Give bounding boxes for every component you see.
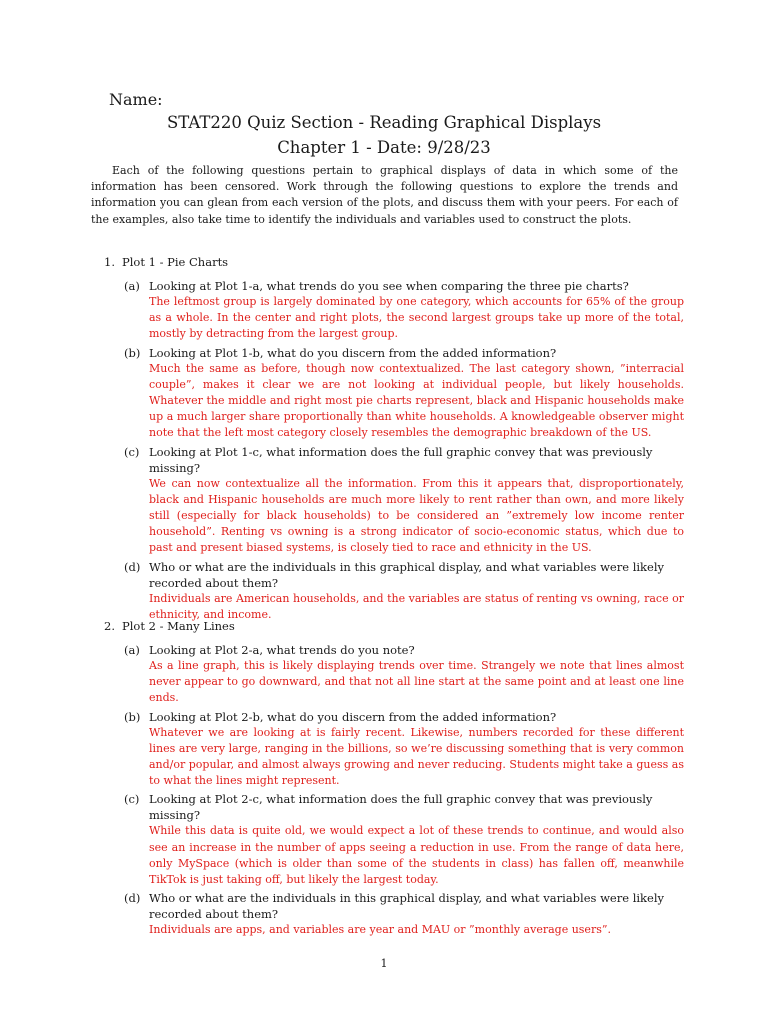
answer-text: The leftmost group is largely dominated by one category, which accounts for 65% of the group as a whole. In the center and right plots, the second largest groups take up more of the total, mostly by detracting from the largest group. [149, 295, 684, 341]
document-title: STAT220 Quiz Section - Reading Graphical Displays [166, 113, 602, 132]
section-heading [104, 254, 684, 270]
item-label: (b) [124, 345, 141, 360]
item-label: (b) [124, 709, 141, 724]
answer-text: Individuals are apps, and variables are year and MAU or ”monthly average users”. [149, 923, 611, 937]
section-heading [104, 618, 684, 634]
question-text: Looking at Plot 2-c, what information does the full graphic convey that was previously missing? [149, 792, 653, 823]
question-item [104, 642, 684, 707]
question-list [104, 642, 684, 938]
section-title: Plot 1 - Pie Charts [122, 255, 229, 269]
item-label: (d) [124, 559, 141, 574]
document-subtitle: Chapter 1 - Date: 9/28/23 [277, 138, 491, 157]
question-text: Looking at Plot 2-a, what trends do you note? [149, 643, 415, 657]
section-plot-2 [104, 618, 684, 940]
answer-text: Whatever we are looking at is fairly recent. Likewise, numbers recorded for these different lines are very large, ranging in the billions, so we’re discussing something that is very common and/or popular, and almost always growing and never reducing. Students might take a guess as to what the lines might represent. [149, 725, 684, 788]
question-item [104, 278, 684, 343]
intro-paragraph: Each of the following questions pertain to graphical displays of data in which some of the information has been censored. Work through the following questions to explore the trends and information you can glean from each version of the plots, and discuss them with your peers. For each of the examples, also take time to identify the individuals and variables used to construct the plots. [91, 164, 678, 226]
answer-text: Much the same as before, though now contextualized. The last category shown, ”interracial couple”, makes it clear we are not looking at individual people, but likely households. Whatever the middle and right most pie charts represent, black and Hispanic households make up a much larger share proportionally than white households. A knowledgeable observer might note that the left most category closely resembles the demographic breakdown of the US. [149, 361, 684, 440]
name-label: Name: [109, 90, 163, 109]
question-text: Looking at Plot 1-c, what information does the full graphic convey that was previously missing? [149, 444, 653, 475]
question-list [104, 278, 684, 623]
question-item [104, 345, 684, 442]
question-item [104, 709, 684, 790]
item-label: (c) [124, 792, 140, 807]
question-item [104, 791, 684, 888]
page-number: 1 [380, 957, 388, 970]
item-label: (c) [124, 444, 140, 459]
section-title: Plot 2 - Many Lines [122, 619, 235, 633]
question-item [104, 444, 684, 557]
answer-text: As a line graph, this is likely displaying trends over time. Strangely we note that lines almost never appear to go downward, and that not all line start at the same point and at least one line ends. [149, 659, 684, 705]
question-text: Who or what are the individuals in this graphical display, and what variables were likely recorded about them? [149, 891, 665, 922]
answer-text: We can now contextualize all the information. From this it appears that, disproportionately, black and Hispanic households are much more likely to rent rather than own, and more likely still (especially for black households) to be considered an ”extremely low income renter household”. Renting vs owning is a strong indicator of socio-economic status, which due to past and present biased systems, is closely tied to race and ethnicity in the US. [149, 476, 684, 555]
question-item [104, 559, 684, 623]
question-text: Looking at Plot 2-b, what do you discern from the added information? [149, 709, 557, 724]
question-item [104, 890, 684, 938]
answer-text: Individuals are American households, and the variables are status of renting vs owning, race or ethnicity, and income. [149, 591, 684, 621]
answer-text: While this data is quite old, we would expect a lot of these trends to continue, and would also see an increase in the number of apps seeing a reduction in use. From the range of data here, only MySpace (which is older than some of the students in class) has fallen off, meanwhile TikTok is just taking off, but likely the largest today. [149, 824, 684, 887]
question-text: Who or what are the individuals in this graphical display, and what variables were likely recorded about them? [149, 559, 665, 590]
section-number: 1. [104, 255, 115, 269]
item-label: (d) [124, 891, 141, 906]
question-text: Looking at Plot 1-a, what trends do you see when comparing the three pie charts? [149, 279, 629, 293]
section-plot-1 [104, 254, 684, 625]
section-number: 2. [104, 619, 115, 633]
item-label: (a) [124, 279, 140, 293]
question-text: Looking at Plot 1-b, what do you discern from the added information? [149, 345, 557, 360]
item-label: (a) [124, 643, 140, 657]
